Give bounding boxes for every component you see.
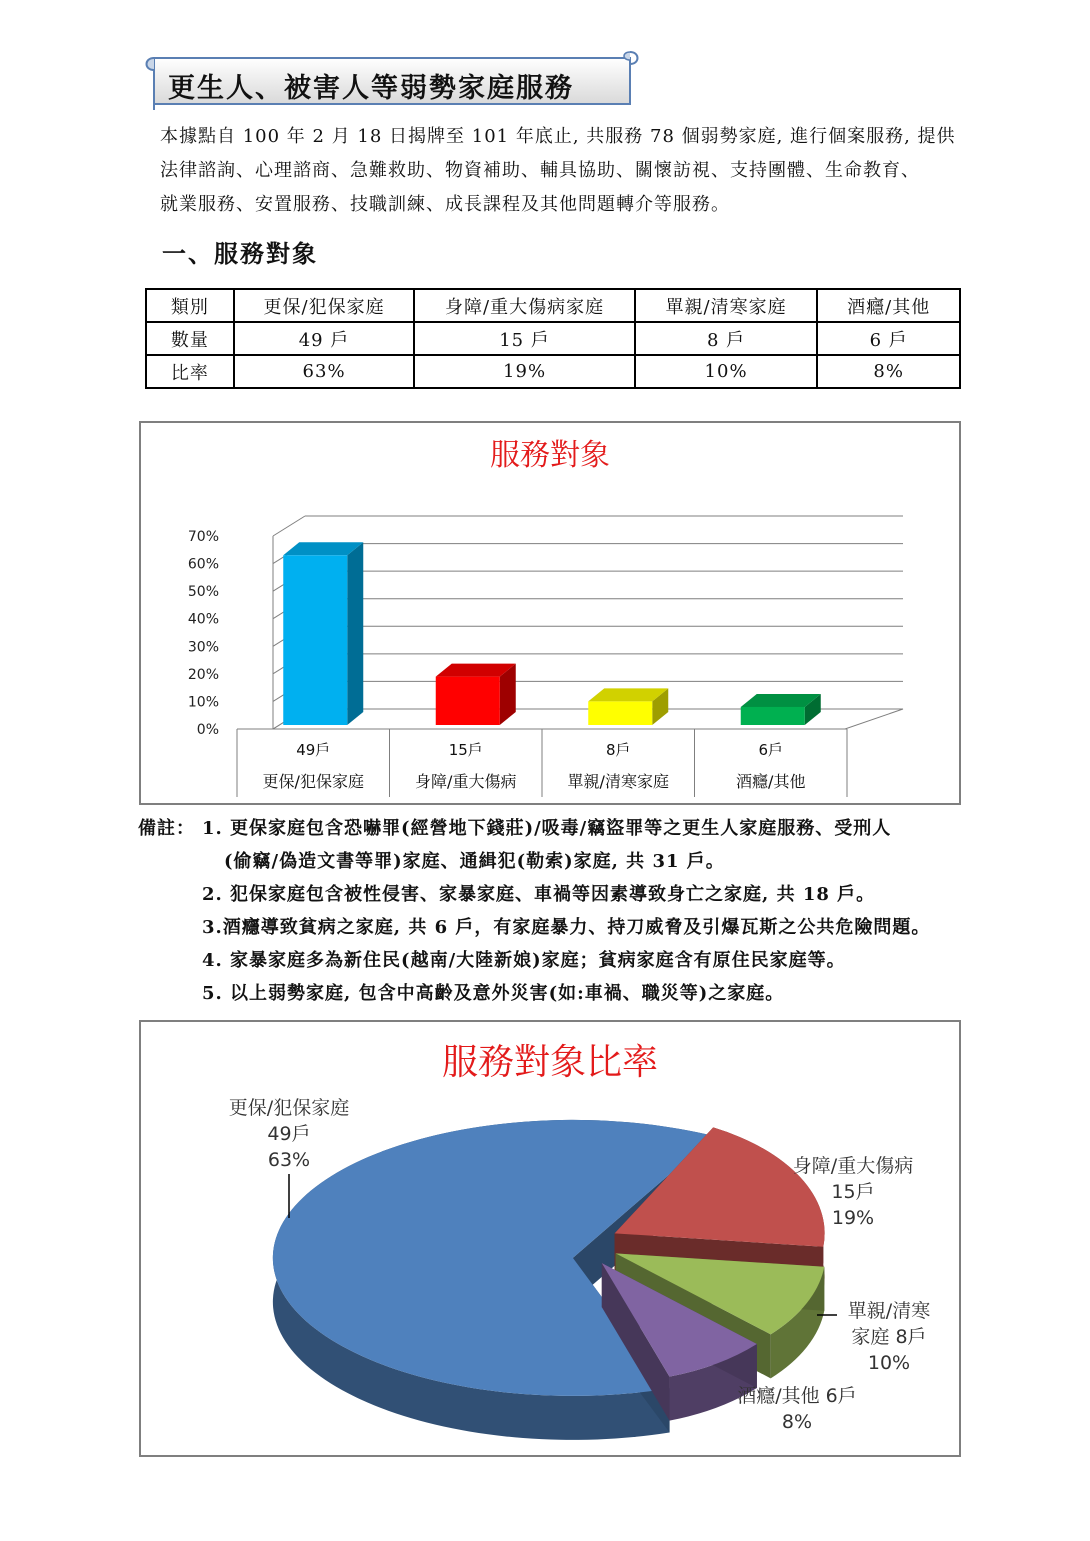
bar-category-label: 身障/重大傷病 xyxy=(415,772,517,791)
bar-y-tick-label: 20% xyxy=(187,666,219,683)
pie-label-1-name: 身障/重大傷病 xyxy=(792,1155,914,1177)
intro-line-3: 就業服務、安置服務、技職訓練、成長課程及其他問題轉介等服務。 xyxy=(160,194,730,215)
service-table xyxy=(145,288,961,389)
intro-line-2: 法律諮詢、心理諮商、急難救助、物資補助、輔具協助、關懷訪視、支持團體、生命教育、 xyxy=(160,160,920,181)
pie-label-1-count: 15戶 xyxy=(831,1181,875,1203)
note-line-3: 2. 犯保家庭包含被性侵害、家暴家庭、車禍等因素導致身亡之家庭, 共 18 戶。 xyxy=(202,884,876,905)
bar-category-label: 更保/犯保家庭 xyxy=(262,772,364,791)
table-header-cell: 身障/重大傷病家庭 xyxy=(414,289,634,322)
bar xyxy=(283,555,347,725)
pie-label-1-percent: 19% xyxy=(831,1207,875,1229)
intro-line-1: 本據點自 100 年 2 月 18 日揭牌至 101 年底止, 共服務 78 個弱勢家庭, 進行個案服務, 提供 xyxy=(160,126,956,147)
note-line-2: (偷竊/偽造文書等罪)家庭、通緝犯(勒索)家庭, 共 31 戶。 xyxy=(224,851,725,872)
bar-chart-title: 服務對象 xyxy=(490,438,610,473)
table-header-cell: 酒癮/其他 xyxy=(817,289,960,322)
bar-y-tick-label: 60% xyxy=(187,556,219,573)
bar-y-tick-label: 40% xyxy=(187,611,219,628)
table-cell: 19% xyxy=(414,355,634,388)
bar-category-count: 8戶 xyxy=(605,741,631,759)
pie-label-0-percent: 63% xyxy=(267,1149,311,1171)
note-line-6: 5. 以上弱勢家庭, 包含中高齡及意外災害(如:車禍、職災等)之家庭。 xyxy=(202,983,785,1004)
pie-chart xyxy=(141,1022,959,1455)
bar-gridline xyxy=(273,516,305,536)
table-cell: 15 戶 xyxy=(414,322,634,355)
pie-label-2-count: 家庭 8戶 xyxy=(851,1326,927,1348)
bar xyxy=(588,701,652,725)
section-heading: 一、服務對象 xyxy=(162,239,318,268)
table-header-cell: 更保/犯保家庭 xyxy=(234,289,415,322)
pie-label-3-percent: 8% xyxy=(781,1411,813,1433)
bar-y-tick-label: 10% xyxy=(187,694,219,711)
bar-category-label: 單親/清寒家庭 xyxy=(567,772,669,791)
bar-chart-frame xyxy=(139,421,961,805)
table-header-cell: 單親/清寒家庭 xyxy=(635,289,818,322)
table-cell: 比率 xyxy=(146,355,234,388)
pie-label-2-name: 單親/清寒 xyxy=(847,1300,931,1322)
table-row xyxy=(146,322,960,355)
note-line-4: 3.酒癮導致貧病之家庭, 共 6 戶，有家庭暴力、持刀威脅及引爆瓦斯之公共危險問題。 xyxy=(202,917,931,938)
bar xyxy=(741,707,805,725)
table-row xyxy=(146,355,960,388)
bar-y-tick-label: 50% xyxy=(187,584,219,601)
table-cell: 63% xyxy=(234,355,415,388)
bar-category-count: 6戶 xyxy=(758,741,784,759)
table-header-row xyxy=(146,289,960,322)
bar-y-tick-label: 30% xyxy=(187,639,219,656)
table-cell: 8 戶 xyxy=(635,322,818,355)
pie-chart-title: 服務對象比率 xyxy=(441,1042,659,1083)
pie-chart-frame xyxy=(139,1020,961,1457)
notes-prefix: 備註： xyxy=(138,818,195,839)
bar-chart xyxy=(141,423,959,803)
note-line-1: 1. 更保家庭包含恐嚇罪(經營地下錢莊)/吸毒/竊盜罪等之更生人家庭服務、受刑人 xyxy=(202,818,892,839)
pie-label-3-name: 酒癮/其他 6戶 xyxy=(737,1385,857,1407)
bar xyxy=(436,677,500,725)
table-cell: 8% xyxy=(817,355,960,388)
pie-label-2-percent: 10% xyxy=(867,1352,911,1374)
table-cell: 數量 xyxy=(146,322,234,355)
pie-label-0-name: 更保/犯保家庭 xyxy=(228,1097,350,1119)
table-header-cell: 類別 xyxy=(146,289,234,322)
pie-label-0-count: 49戶 xyxy=(267,1123,311,1145)
bar-y-tick-label: 0% xyxy=(196,722,219,738)
bar-category-count: 15戶 xyxy=(448,741,483,759)
bar-category-count: 49戶 xyxy=(296,741,331,759)
page-title: 更生人、被害人等弱勢家庭服務 xyxy=(168,73,574,104)
bar-category-label: 酒癮/其他 xyxy=(736,772,806,791)
table-cell: 49 戶 xyxy=(234,322,415,355)
note-line-5: 4. 家暴家庭多為新住民(越南/大陸新娘)家庭；貧病家庭含有原住民家庭等。 xyxy=(202,950,846,971)
bar-side xyxy=(347,542,363,725)
bar-y-tick-label: 70% xyxy=(187,529,219,545)
table-cell: 6 戶 xyxy=(817,322,960,355)
table-cell: 10% xyxy=(635,355,818,388)
